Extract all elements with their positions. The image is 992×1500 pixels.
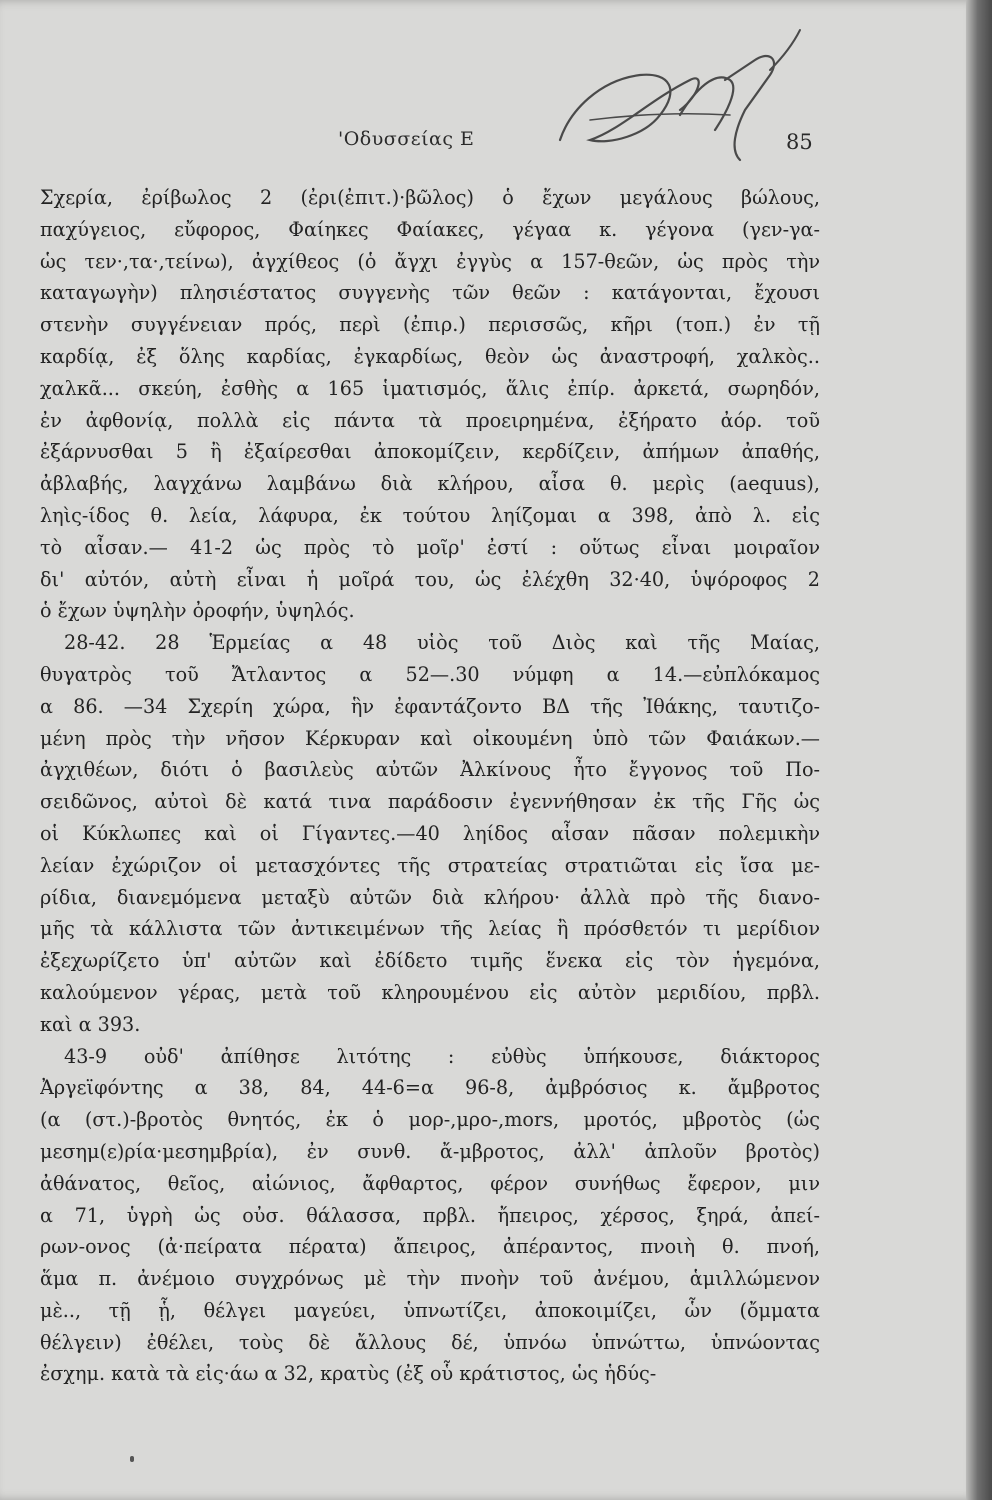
text-line: καὶ α 393. bbox=[40, 1012, 141, 1036]
text-line: δι' αὐτόν, αὐτὴ εἶναι ἡ μοῖρά του, ὡς ἐλέχθη 32·40, ὑψόροφος 2 bbox=[40, 567, 820, 591]
text-line: χαλκᾶ... σκεύη, ἐσθὴς α 165 ἱματισμός, ἅλις ἐπίρ. ἀρκετά, σωρηδόν, bbox=[40, 376, 820, 400]
text-line: ληὶς-ίδος θ. λεία, λάφυρα, ἐκ τούτου ληίζομαι α 398, ἀπὸ λ. εἰς bbox=[40, 503, 820, 527]
text-line: μένη πρὸς τὴν νῆσον Κέρκυραν καὶ οἰκουμένη ὑπὸ τῶν Φαιάκων.— bbox=[40, 726, 820, 750]
text-line: α 71, ὑγρὴ ὡς οὐσ. θάλασσα, πρβλ. ἤπειρος, χέρσος, ξηρά, ἀπεί- bbox=[40, 1203, 820, 1227]
text-line: οἱ Κύκλωπες καὶ οἱ Γίγαντες.—40 ληίδος αἶσαν πᾶσαν πολεμικὴν bbox=[40, 821, 820, 845]
text-line: ἐξάρνυσθαι 5 ἢ ἐξαίρεσθαι ἀποκομίζειν, κερδίζειν, ἀπήμων ἀπαθής, bbox=[40, 440, 820, 464]
text-line: ἅμα π. ἀνέμοιο συγχρόνως μὲ τὴν πνοὴν τοῦ ἀνέμου, ἁμιλλώμενον bbox=[40, 1267, 820, 1291]
handwritten-signature bbox=[530, 20, 830, 190]
text-line: παχύγειος, εὔφορος, Φαίηκες Φαίακες, γέγαα κ. γέγονα (γεν-γα- bbox=[40, 217, 820, 241]
text-line: Σχερία, ἐρίβωλος 2 (ἐρι(ἐπιτ.)·βῶλος) ὁ ἔχων μεγάλους βώλους, bbox=[40, 186, 820, 209]
text-line: 43-9 οὐδ' ἀπίθησε λιτότης : εὐθὺς ὑπήκουσε, διάκτορος bbox=[64, 1044, 820, 1068]
page-edge-shadow bbox=[966, 0, 992, 1500]
commentary-text bbox=[40, 182, 820, 1390]
text-line: ρων-ονος (ἀ·πείρατα πέρατα) ἄπειρος, ἀπέραντος, πνοιὴ θ. πνοή, bbox=[40, 1235, 820, 1259]
text-line: ὡς τεν·,τα·,τείνω), ἀγχίθεος (ὁ ἄγχι ἐγγὺς α 157-θεῶν, ὡς πρὸς τὴν bbox=[40, 249, 820, 273]
text-line: ἀγχιθέων, διότι ὁ βασιλεὺς αὐτῶν Ἀλκίνους ἦτο ἔγγονος τοῦ Πο- bbox=[40, 758, 820, 782]
text-line: ἐν ἀφθονίᾳ, πολλὰ εἰς πάντα τὰ προειρημένα, ἐξήρατο ἀόρ. τοῦ bbox=[40, 408, 820, 432]
header-title: 'Οδυσσείας Ε bbox=[338, 128, 475, 150]
text-line: ρίδια, διανεμόμενα μεταξὺ αὐτῶν διὰ κλήρου· ἀλλὰ πρὸ τῆς διανο- bbox=[40, 885, 820, 909]
text-line: α 86. —34 Σχερίη χώρα, ἣν ἐφαντάζοντο ΒΔ τῆς Ἰθάκης, ταυτιζο- bbox=[40, 694, 820, 718]
text-line: ἐξεχωρίζετο ὑπ' αὐτῶν καὶ ἐδίδετο τιμῆς ἕνεκα εἰς τὸν ἡγεμόνα, bbox=[40, 949, 820, 973]
text-line: καταγωγὴν) πλησιέστατος συγγενὴς τῶν θεῶν : κατάγονται, ἔχουσι bbox=[40, 281, 820, 305]
text-line: 28-42. 28 Ἑρμείας α 48 υἱὸς τοῦ Διὸς καὶ τῆς Μαίας, bbox=[64, 631, 820, 655]
text-line: ἐσχημ. κατὰ τὰ εἰς·άω α 32, κρατὺς (ἐξ οὗ κράτιστος, ὡς ἡδύς- bbox=[40, 1362, 657, 1386]
text-line: λείαν ἐχώριζον οἱ μετασχόντες τῆς στρατείας στρατιῶται εἰς ἴσα με- bbox=[40, 853, 820, 877]
text-line: μὲ.., τῇ ᾗ, θέλγει μαγεύει, ὑπνωτίζει, ἀποκοιμίζει, ὧν (ὄμματα bbox=[40, 1298, 820, 1322]
page-number: 85 bbox=[786, 130, 813, 154]
text-line: ἀβλαβής, λαγχάνω λαμβάνω διὰ κλήρου, αἶσα θ. μερὶς (aequus), bbox=[40, 472, 820, 496]
text-line: θυγατρὸς τοῦ Ἄτλαντος α 52—.30 νύμφη α 14.—εὐπλόκαμος bbox=[40, 662, 820, 686]
text-line: τὸ αἶσαν.— 41-2 ὡς πρὸς τὸ μοῖρ' ἐστί : οὕτως εἶναι μοιραῖον bbox=[40, 535, 820, 559]
text-line: ἀθάνατος, θεῖος, αἰώνιος, ἄφθαρτος, φέρον συνήθως ἔφερον, μιν bbox=[40, 1171, 820, 1195]
text-line: σειδῶνος, αὐτοὶ δὲ κατά τινα παράδοσιν ἐγεννήθησαν ἐκ τῆς Γῆς ὡς bbox=[40, 790, 820, 814]
text-line: μῆς τὰ κάλλιστα τῶν ἀντικειμένων τῆς λείας ἢ πρόσθετόν τι μερίδιον bbox=[40, 917, 820, 941]
text-line: (α (στ.)-βροτὸς θνητός, ἐκ ὁ μορ-,μρο-,mors, μροτός, μβροτὸς (ὡς bbox=[40, 1108, 820, 1132]
running-head bbox=[0, 128, 980, 158]
text-line: Ἀργεϊφόντης α 38, 84, 44-6=α 96-8, ἀμβρόσιος κ. ἄμβροτος bbox=[40, 1076, 820, 1100]
text-line: στενὴν συγγένειαν πρός, περὶ (ἐπιρ.) περισσῶς, κῆρι (τοπ.) ἐν τῇ bbox=[40, 313, 820, 337]
text-line: καλούμενον γέρας, μετὰ τοῦ κληρουμένου εἰς αὐτὸν μεριδίου, πρβλ. bbox=[40, 980, 820, 1004]
text-line: καρδίᾳ, ἐξ ὅλης καρδίας, ἐγκαρδίως, θεὸν ὡς ἀναστροφή, χαλκὸς.. bbox=[40, 344, 820, 368]
text-line: ὁ ἔχων ὑψηλὴν ὀροφήν, ὑψηλός. bbox=[40, 599, 355, 623]
text-line: μεσημ(ε)ρία·μεσημβρία), ἐν συνθ. ἄ-μβροτος, ἀλλ' ἁπλοῦν βροτὸς) bbox=[40, 1139, 820, 1163]
text-line: θέλγειν) ἐθέλει, τοὺς δὲ ἄλλους δέ, ὑπνόω ὑπνώττω, ὑπνώοντας bbox=[40, 1330, 820, 1354]
ink-speck bbox=[130, 1456, 134, 1462]
